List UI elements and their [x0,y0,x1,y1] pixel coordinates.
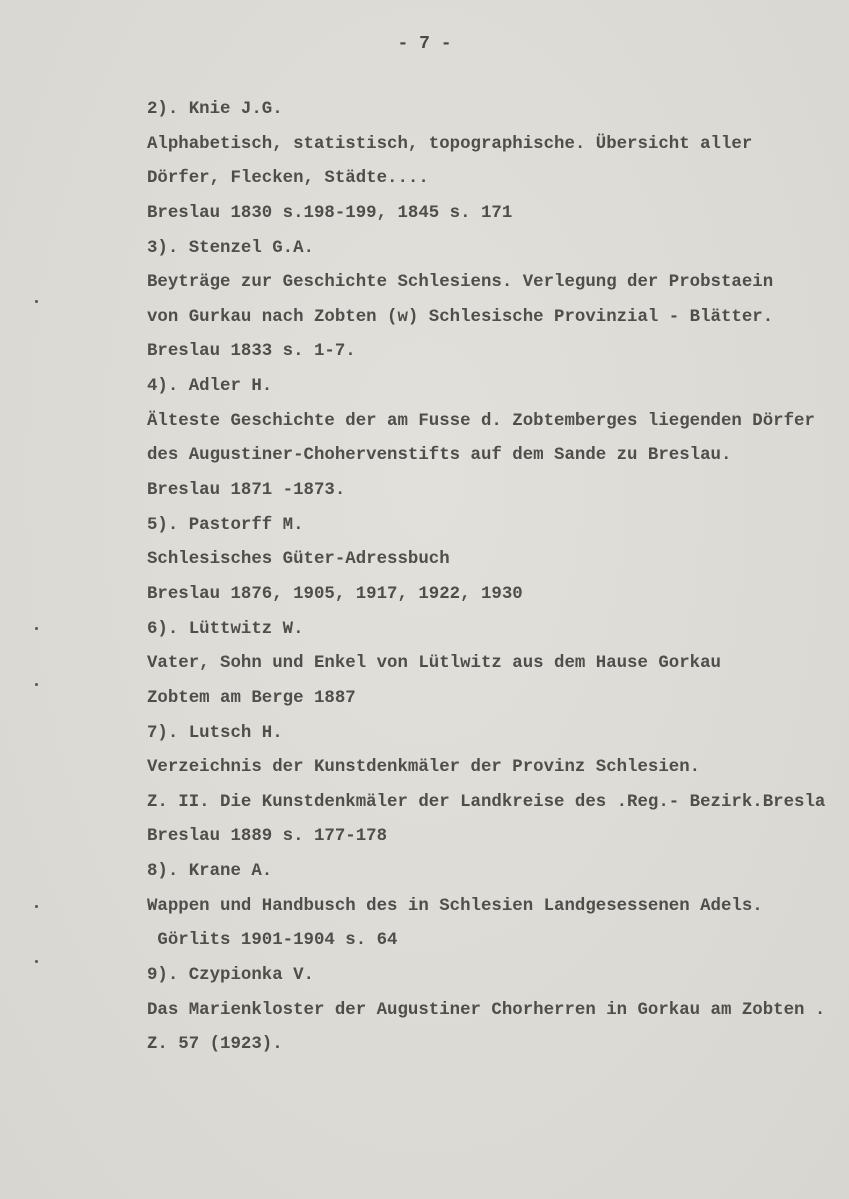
entry-heading: 3). Stenzel G.A. [147,238,314,258]
entry-text-line: Verzeichnis der Kunstdenkmäler der Provinz Schlesien. [147,758,701,778]
entry-text-line: Zobtem am Berge 1887 [147,688,356,708]
entry-text-line: Das Marienkloster der Augustiner Chorherren in Gorkau am Zobten . [147,1000,826,1020]
entry-heading: 9). Czypionka V. [147,966,314,986]
margin-mark [35,960,38,963]
entry-text-line: Breslau 1871 -1873. [147,481,346,501]
entry-text-line: Vater, Sohn und Enkel von Lütlwitz aus dem Hause Gorkau [147,654,721,674]
entry-text-line: von Gurkau nach Zobten (w) Schlesische Provinzial - Blätter. [147,307,774,327]
entry-text-line: Breslau 1830 s.198-199, 1845 s. 171 [147,203,513,223]
entry-text-line: Alphabetisch, statistisch, topographische. Übersicht aller [147,134,753,154]
entry-text-line: Dörfer, Flecken, Städte.... [147,169,429,189]
entry-text-line: des Augustiner-Chohervenstifts auf dem Sande zu Breslau. [147,446,732,466]
entry-heading: 7). Lutsch H. [147,723,283,743]
entry-text-line: Görlits 1901-1904 s. 64 [147,931,398,951]
page-number: - 7 - [397,34,452,54]
entry-text-line: Beyträge zur Geschichte Schlesiens. Verlegung der Probstaein [147,273,774,293]
entry-text-line: Breslau 1833 s. 1-7. [147,342,356,362]
margin-mark [35,683,38,686]
margin-mark [35,300,38,303]
entry-text-line: Breslau 1889 s. 177-178 [147,827,388,847]
entry-heading: 8). Krane A. [147,862,273,882]
bibliography-list [147,97,849,1067]
entry-text-line: Breslau 1876, 1905, 1917, 1922, 1930 [147,584,523,604]
entry-text-line: Schlesisches Güter-Adressbuch [147,550,450,570]
entry-text-line: Z. 57 (1923). [147,1035,283,1055]
entry-heading: 6). Lüttwitz W. [147,619,304,639]
entry-heading: 4). Adler H. [147,377,273,397]
entry-heading: 2). Knie J.G. [147,100,283,119]
entry-heading: 5). Pastorff M. [147,515,304,535]
entry-text-line: Wappen und Handbusch des in Schlesien Landgesessenen Adels. [147,896,763,916]
entry-text-line: Älteste Geschichte der am Fusse d. Zobtemberges liegenden Dörfer [147,411,815,431]
margin-mark [35,905,38,908]
entry-text-line: Z. II. Die Kunstdenkmäler der Landkreise des .Reg.- Bezirk.Bresla [147,792,826,812]
margin-mark [35,627,38,630]
